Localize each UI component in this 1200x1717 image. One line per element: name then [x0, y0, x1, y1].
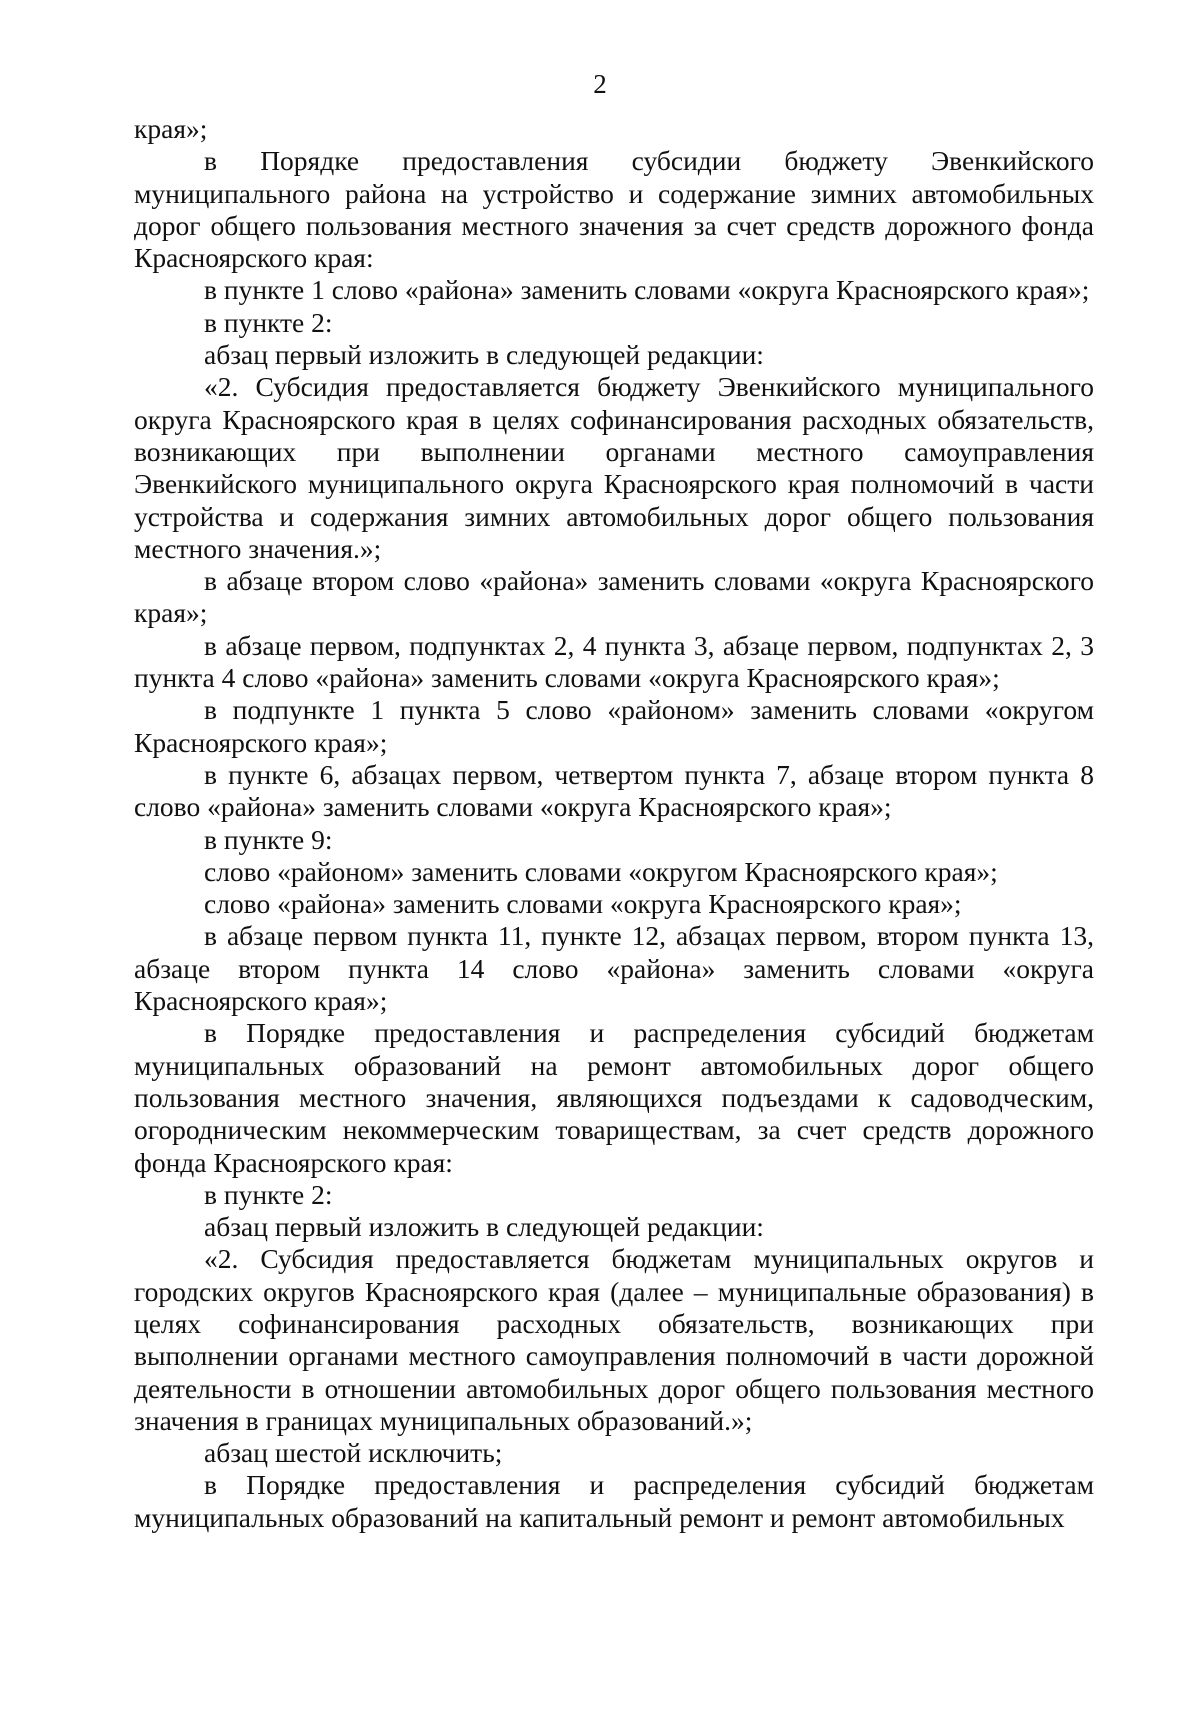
paragraph: в Порядке предоставления субсидии бюджету Эвенкийского муниципального района на устройство и содержание зимних автомобильных дорог общего пользования местного значения за счет средств дорожного фонда Красноярского края: — [134, 145, 1094, 274]
paragraph: в абзаце втором слово «района» заменить словами «округа Красноярского края»; — [134, 565, 1094, 629]
paragraph: в подпункте 1 пункта 5 слово «районом» заменить словами «округом Красноярского края»; — [134, 694, 1094, 758]
paragraph: «2. Субсидия предоставляется бюджету Эвенкийского муниципального округа Красноярского края в целях софинансирования расходных обязательств, возникающих при выполнении органами местного самоуправления Эвенкийского муниципального округа Красноярского края полномочий в части устройства и содержания зимних автомобильных дорог общего пользования местного значения.»; — [134, 371, 1094, 564]
paragraph: слово «района» заменить словами «округа Красноярского края»; — [204, 888, 962, 920]
paragraph: в пункте 6, абзацах первом, четвертом пункта 7, абзаце втором пункта 8 слово «района» заменить словами «округа Красноярского края»; — [134, 758, 1094, 823]
paragraph: абзац первый изложить в следующей редакции: — [204, 339, 764, 371]
paragraph: в абзаце первом, подпунктах 2, 4 пункта 3, абзаце первом, подпунктах 2, 3 пункта 4 слово «района» заменить словами «округа Красноярского края»; — [134, 629, 1094, 694]
paragraph: в Порядке предоставления и распределения субсидий бюджетам муниципальных образований на ремонт автомобильных дорог общего пользования местного значения, являющихся подъездами к садоводческим, огородническим некоммерческим товариществам, за счет средств дорожного фонда Красноярского края: — [134, 1017, 1094, 1178]
paragraph: в абзаце первом пункта 11, пункте 12, абзацах первом, втором пункта 13, абзаце втором пункта 14 слово «района» заменить словами «округа Красноярского края»; — [134, 920, 1094, 1017]
paragraph: слово «районом» заменить словами «округом Красноярского края»; — [204, 855, 998, 887]
page-number: 2 — [593, 69, 607, 99]
paragraph: в пункте 2: — [204, 1178, 333, 1210]
paragraph: в пункте 2: — [204, 306, 333, 338]
paragraph: в Порядке предоставления и распределения субсидий бюджетам муниципальных образований на капитальный ремонт и ремонт автомобильных — [134, 1469, 1094, 1533]
paragraph: «2. Субсидия предоставляется бюджетам муниципальных округов и городских округов Красноярского края (далее – муниципальные образования) в целях софинансирования расходных обязательств, возникающих при выполнении органами местного самоуправления полномочий в части дорожной деятельности в отношении автомобильных дорог общего пользования местного значения в границах муниципальных образований.»; — [134, 1243, 1094, 1436]
paragraph: абзац первый изложить в следующей редакции: — [204, 1211, 764, 1243]
paragraph: в пункте 1 слово «района» заменить словами «округа Красноярского края»; — [204, 274, 1090, 306]
document-body — [134, 113, 1094, 1534]
paragraph: края»; — [134, 113, 208, 144]
paragraph: абзац шестой исключить; — [204, 1437, 503, 1469]
paragraph: в пункте 9: — [204, 823, 333, 855]
